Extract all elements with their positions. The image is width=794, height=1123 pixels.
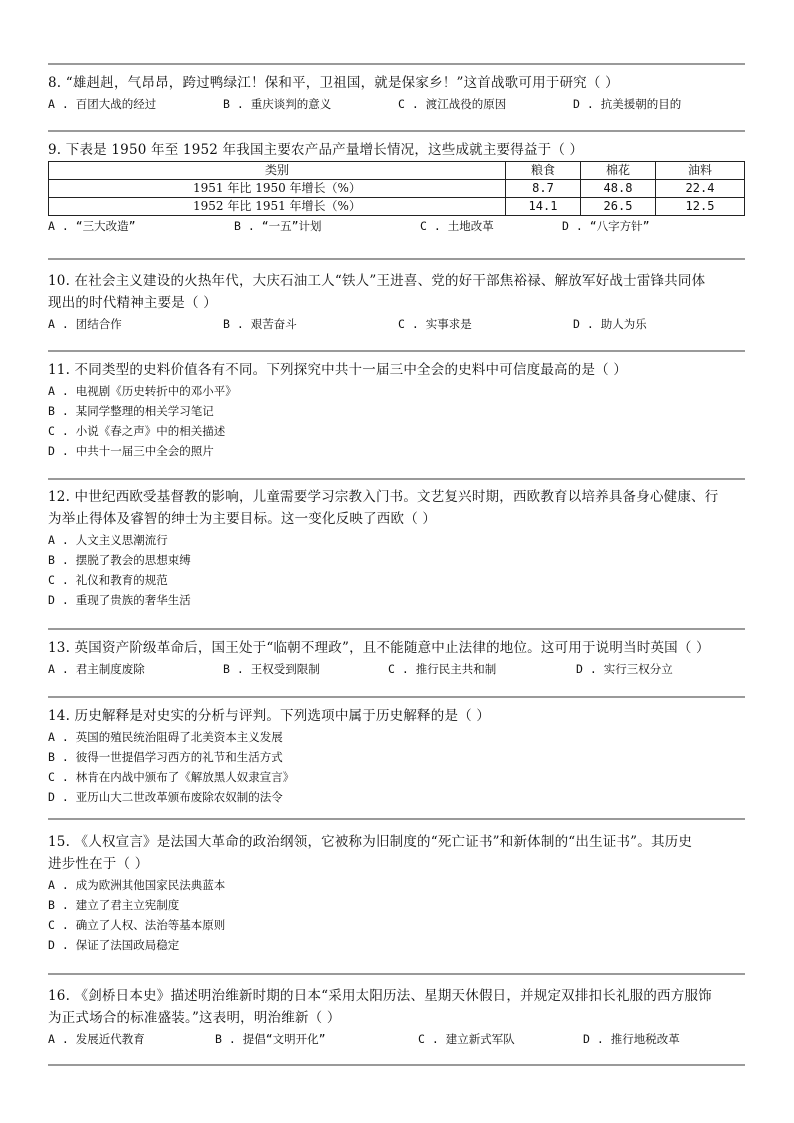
question-stem-line: 10. 在社会主义建设的火热年代，大庆石油工人“铁人”王进喜、党的好干部焦裕禄、解放军好战士雷锋共同体 bbox=[48, 273, 706, 289]
table-cell: 8.7 bbox=[506, 180, 581, 198]
question-stem: 11. 不同类型的史料价值各有不同。下列探究中共十一届三中全会的史料中可信度最高的是（ ） bbox=[48, 362, 628, 378]
option-a[interactable]: A . 英国的殖民统治阻碍了北美资本主义发展 bbox=[48, 730, 283, 744]
question-stem-line: 12. 中世纪西欧受基督教的影响，儿童需要学习宗教入门书。文艺复兴时期，西欧教育以培养具备身心健康、行 bbox=[48, 489, 719, 505]
table-header-row bbox=[49, 162, 745, 180]
question-12 bbox=[48, 486, 745, 610]
option-a[interactable]: A . “三大改造” bbox=[48, 219, 136, 233]
question-11 bbox=[48, 359, 745, 461]
option-a[interactable]: A . 电视剧《历史转折中的邓小平》 bbox=[48, 384, 237, 398]
table-header-cell: 棉花 bbox=[581, 162, 656, 180]
option-b[interactable]: B . 某同学整理的相关学习笔记 bbox=[48, 404, 214, 418]
table-cell: 14.1 bbox=[506, 198, 581, 216]
question-stem: 14. 历史解释是对史实的分析与评判。下列选项中属于历史解释的是（ ） bbox=[48, 708, 491, 724]
separator bbox=[48, 258, 745, 260]
option-d[interactable]: D . 实行三权分立 bbox=[576, 662, 673, 676]
option-d[interactable]: D . 重现了贵族的奢华生活 bbox=[48, 593, 191, 607]
table-cell: 12.5 bbox=[656, 198, 745, 216]
question-stem: 8. “雄赳赳，气昂昂，跨过鸭绿江！保和平，卫祖国，就是保家乡！”这首战歌可用于研究（ ） bbox=[48, 75, 619, 91]
options-row bbox=[48, 1029, 745, 1049]
option-c[interactable]: C . 推行民主共和制 bbox=[388, 662, 497, 676]
question-15 bbox=[48, 831, 745, 955]
option-a[interactable]: A . 发展近代教育 bbox=[48, 1032, 145, 1046]
question-9 bbox=[48, 139, 745, 236]
question-stem-line: 15. 《人权宣言》是法国大革命的政治纲领，它被称为旧制度的“死亡证书”和新体制的“出生证书”。其历史 bbox=[48, 834, 693, 850]
option-b[interactable]: B . 王权受到限制 bbox=[223, 662, 320, 676]
option-c[interactable]: C . 实事求是 bbox=[398, 317, 472, 331]
question-stem-line: 为举止得体及睿智的绅士为主要目标。这一变化反映了西欧（ ） bbox=[48, 511, 437, 527]
question-16 bbox=[48, 985, 745, 1049]
question-8 bbox=[48, 72, 745, 114]
table-row bbox=[49, 180, 745, 198]
option-b[interactable]: B . 彼得一世提倡学习西方的礼节和生活方式 bbox=[48, 750, 283, 764]
separator bbox=[48, 63, 745, 65]
option-b[interactable]: B . 艰苦奋斗 bbox=[223, 317, 297, 331]
question-13 bbox=[48, 637, 745, 679]
table-header-cell: 类别 bbox=[49, 162, 506, 180]
option-a[interactable]: A . 人文主义思潮流行 bbox=[48, 533, 168, 547]
table-cell: 22.4 bbox=[656, 180, 745, 198]
option-c[interactable]: C . 渡江战役的原因 bbox=[398, 97, 507, 111]
separator bbox=[48, 1064, 745, 1066]
separator bbox=[48, 478, 745, 480]
option-a[interactable]: A . 成为欧洲其他国家民法典蓝本 bbox=[48, 878, 226, 892]
table-row bbox=[49, 198, 745, 216]
options-row bbox=[48, 94, 745, 114]
question-stem-line: 现出的时代精神主要是（ ） bbox=[48, 295, 217, 311]
question-stem: 9. 下表是 1950 年至 1952 年我国主要农产品产量增长情况，这些成就主要得益于（ ） bbox=[48, 142, 584, 158]
option-d[interactable]: D . 抗美援朝的目的 bbox=[573, 97, 682, 111]
table-header-cell: 油料 bbox=[656, 162, 745, 180]
question-stem-line: 16. 《剑桥日本史》描述明治维新时期的日本“采用太阳历法、星期天休假日，并规定双排扣长礼服的西方服饰 bbox=[48, 988, 712, 1004]
option-b[interactable]: B . 建立了君主立宪制度 bbox=[48, 898, 180, 912]
option-c[interactable]: C . 土地改革 bbox=[420, 219, 494, 233]
separator bbox=[48, 350, 745, 352]
table-header-cell: 粮食 bbox=[506, 162, 581, 180]
option-d[interactable]: D . 推行地税改革 bbox=[583, 1032, 680, 1046]
option-d[interactable]: D . 助人为乐 bbox=[573, 317, 647, 331]
option-d[interactable]: D . “八字方针” bbox=[562, 219, 650, 233]
option-b[interactable]: B . 提倡“文明开化” bbox=[215, 1032, 326, 1046]
option-b[interactable]: B . 摆脱了教会的思想束缚 bbox=[48, 553, 191, 567]
option-c[interactable]: C . 小说《春之声》中的相关描述 bbox=[48, 424, 226, 438]
separator bbox=[48, 130, 745, 132]
options-row bbox=[48, 314, 745, 334]
question-stem-line: 进步性在于（ ） bbox=[48, 856, 149, 872]
option-b[interactable]: B . 重庆谈判的意义 bbox=[223, 97, 332, 111]
question-14 bbox=[48, 705, 745, 807]
separator bbox=[48, 696, 745, 698]
option-a[interactable]: A . 团结合作 bbox=[48, 317, 122, 331]
option-c[interactable]: C . 礼仪和教育的规范 bbox=[48, 573, 168, 587]
table-cell: 1952 年比 1951 年增长（%） bbox=[49, 198, 506, 216]
table-cell: 48.8 bbox=[581, 180, 656, 198]
separator bbox=[48, 973, 745, 975]
option-c[interactable]: C . 确立了人权、法治等基本原则 bbox=[48, 918, 226, 932]
question-stem-line: 为正式场合的标准盛装。”这表明，明治维新（ ） bbox=[48, 1010, 341, 1026]
option-c[interactable]: C . 林肯在内战中颁布了《解放黑人奴隶宣言》 bbox=[48, 770, 295, 784]
option-b[interactable]: B . “一五”计划 bbox=[234, 219, 322, 233]
option-a[interactable]: A . 百团大战的经过 bbox=[48, 97, 157, 111]
option-d[interactable]: D . 保证了法国政局稳定 bbox=[48, 938, 180, 952]
table-cell: 1951 年比 1950 年增长（%） bbox=[49, 180, 506, 198]
table-cell: 26.5 bbox=[581, 198, 656, 216]
separator bbox=[48, 818, 745, 820]
question-stem: 13. 英国资产阶级革命后，国王处于“临朝不理政”，且不能随意中止法律的地位。这可用于说明当时英国（ ） bbox=[48, 640, 710, 656]
option-d[interactable]: D . 亚历山大二世改革颁布废除农奴制的法令 bbox=[48, 790, 283, 804]
separator bbox=[48, 628, 745, 630]
option-c[interactable]: C . 建立新式军队 bbox=[418, 1032, 515, 1046]
question-10 bbox=[48, 270, 745, 334]
options-row bbox=[48, 216, 745, 236]
production-table bbox=[48, 161, 745, 216]
option-a[interactable]: A . 君主制度废除 bbox=[48, 662, 145, 676]
option-d[interactable]: D . 中共十一届三中全会的照片 bbox=[48, 444, 214, 458]
options-row bbox=[48, 659, 745, 679]
